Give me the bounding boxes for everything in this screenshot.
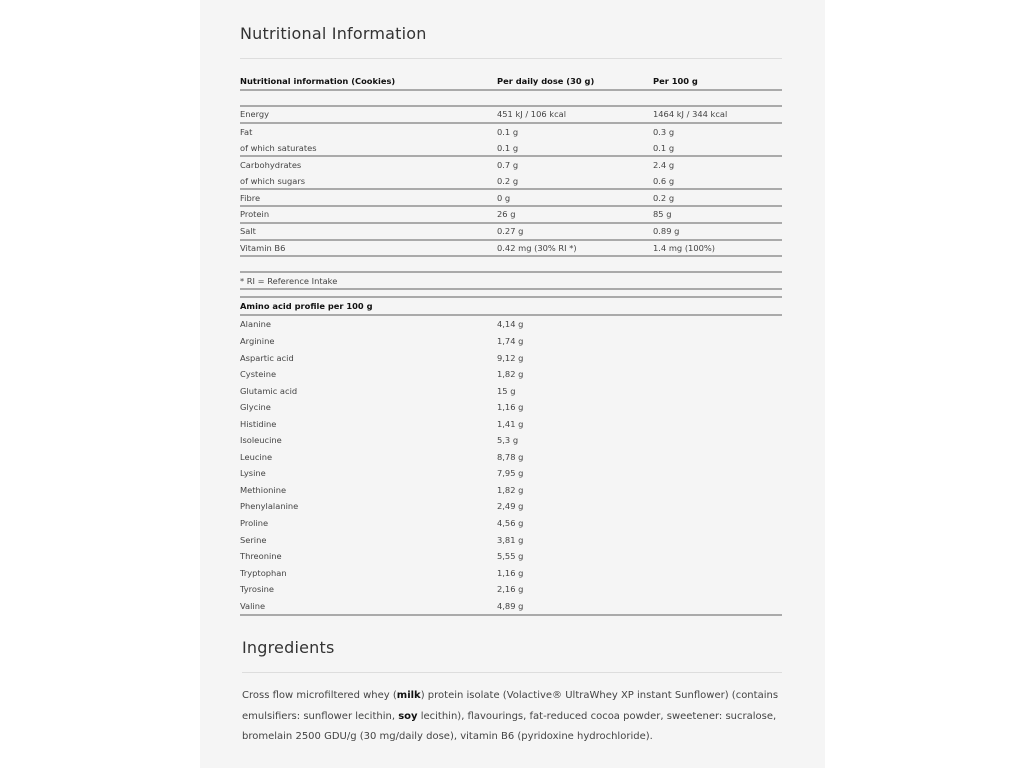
cell-value: 1,82 g xyxy=(497,369,524,380)
amino-row xyxy=(240,581,782,598)
table-row xyxy=(240,107,782,124)
cell-name: Fibre xyxy=(240,192,261,203)
cell-name: Phenylalanine xyxy=(240,501,299,512)
cell-value: 7,95 g xyxy=(497,468,524,479)
cell-value: 1,41 g xyxy=(497,418,524,429)
cell-dose: 0 g xyxy=(497,192,511,203)
amino-row xyxy=(240,349,782,366)
cell-name: Histidine xyxy=(240,418,277,429)
amino-row xyxy=(240,465,782,482)
divider xyxy=(242,672,782,673)
footnote-row xyxy=(240,273,782,290)
cell-name: of which sugars xyxy=(240,176,306,187)
table-row xyxy=(240,157,782,174)
amino-row xyxy=(240,316,782,333)
cell-per100: 0.6 g xyxy=(653,176,675,187)
amino-row xyxy=(240,449,782,466)
amino-row xyxy=(240,515,782,532)
cell-name: Energy xyxy=(240,109,270,120)
cell-value: 4,89 g xyxy=(497,600,524,611)
cell-name: of which saturates xyxy=(240,142,317,153)
cell-per100: 1464 kJ / 344 kcal xyxy=(653,109,728,120)
cell-dose: 0.1 g xyxy=(497,142,519,153)
cell-value: 2,16 g xyxy=(497,584,524,595)
amino-table xyxy=(240,316,782,616)
amino-row xyxy=(240,498,782,515)
table-header xyxy=(240,72,782,91)
table-row xyxy=(240,224,782,241)
cell-dose: 0.2 g xyxy=(497,176,519,187)
ingredients-title: Ingredients xyxy=(242,638,335,657)
table-row xyxy=(240,207,782,224)
ingredients-part: ) protein isolate (Volactive® UltraWhey XP instant Sunflower) (contains emulsifiers: sunflower lecithin, xyxy=(242,690,779,722)
cell-value: 4,56 g xyxy=(497,518,524,529)
cell-value: 9,12 g xyxy=(497,352,524,363)
ingredients-part: lecithin), flavourings, fat-reduced cocoa powder, sweetener: sucralose, bromelain 2500 GDU/g (30 mg/daily dose), vitamin B6 (pyridoxine hydrochloride). xyxy=(242,710,777,742)
cell-per100: 0.89 g xyxy=(653,226,680,237)
cell-name: Tryptophan xyxy=(240,567,287,578)
cell-name: Tyrosine xyxy=(240,584,274,595)
cell-value: 3,81 g xyxy=(497,534,524,545)
cell-value: 1,82 g xyxy=(497,484,524,495)
cell-per100: 1.4 mg (100%) xyxy=(653,242,716,253)
ingredients-part: Cross flow microfiltered whey ( xyxy=(242,690,397,701)
table-row xyxy=(240,140,782,157)
cell-dose: 0.1 g xyxy=(497,127,519,138)
table-row xyxy=(240,241,782,258)
amino-row xyxy=(240,415,782,432)
cell-name: Valine xyxy=(240,600,266,611)
divider xyxy=(240,58,782,59)
table-row xyxy=(240,174,782,191)
cell-name: Leucine xyxy=(240,451,273,462)
ingredients-text xyxy=(242,686,782,748)
cell-value: 1,16 g xyxy=(497,567,524,578)
cell-name: Protein xyxy=(240,209,270,220)
cell-value: 4,14 g xyxy=(497,319,524,330)
header-name: Nutritional information (Cookies) xyxy=(240,75,396,86)
cell-name: Carbohydrates xyxy=(240,160,302,171)
amino-row xyxy=(240,597,782,614)
cell-value: 15 g xyxy=(497,385,516,396)
cell-name: Alanine xyxy=(240,319,271,330)
cell-per100: 0.3 g xyxy=(653,127,675,138)
footnote: * RI = Reference Intake xyxy=(240,275,338,286)
cell-name: Glutamic acid xyxy=(240,385,298,396)
amino-row xyxy=(240,531,782,548)
cell-dose: 0.7 g xyxy=(497,160,519,171)
cell-per100: 85 g xyxy=(653,209,672,220)
table-row xyxy=(240,124,782,141)
cell-per100: 0.2 g xyxy=(653,192,675,203)
spacer-row xyxy=(240,91,782,107)
nutrition-table xyxy=(240,72,782,616)
cell-name: Proline xyxy=(240,518,269,529)
cell-dose: 26 g xyxy=(497,209,516,220)
cell-name: Glycine xyxy=(240,402,271,413)
spacer-row xyxy=(240,257,782,273)
cell-name: Arginine xyxy=(240,336,275,346)
cell-name: Vitamin B6 xyxy=(240,242,286,253)
cell-name: Cysteine xyxy=(240,369,277,380)
cell-value: 5,55 g xyxy=(497,551,524,562)
spacer-row xyxy=(240,290,782,298)
page-title: Nutritional Information xyxy=(240,24,427,43)
amino-row xyxy=(240,432,782,449)
cell-name: Methionine xyxy=(240,484,287,495)
amino-row xyxy=(240,564,782,581)
amino-row xyxy=(240,366,782,383)
cell-per100: 0.1 g xyxy=(653,142,675,153)
amino-header-row xyxy=(240,298,782,316)
cell-value: 8,78 g xyxy=(497,451,524,462)
cell-name: Threonine xyxy=(240,551,282,562)
amino-row xyxy=(240,399,782,416)
cell-name: Salt xyxy=(240,226,256,237)
cell-value: 2,49 g xyxy=(497,501,524,512)
cell-value: 1,16 g xyxy=(497,402,524,413)
cell-dose: 0.42 mg (30% RI *) xyxy=(497,242,577,253)
amino-row xyxy=(240,548,782,565)
amino-row xyxy=(240,382,782,399)
cell-per100: 2.4 g xyxy=(653,160,675,171)
cell-name: Lysine xyxy=(240,468,266,479)
cell-name: Serine xyxy=(240,534,267,545)
header-per100: Per 100 g xyxy=(653,75,698,86)
table-row xyxy=(240,190,782,207)
allergen-soy: soy xyxy=(398,710,418,722)
cell-dose: 0.27 g xyxy=(497,226,524,237)
amino-row xyxy=(240,482,782,499)
cell-value: 5,3 g xyxy=(497,435,519,446)
header-dose: Per daily dose (30 g) xyxy=(497,75,595,86)
cell-name: Isoleucine xyxy=(240,435,282,446)
amino-header: Amino acid profile per 100 g xyxy=(240,301,373,312)
allergen-milk: milk xyxy=(396,690,421,701)
cell-name: Fat xyxy=(240,127,253,138)
cell-name: Aspartic acid xyxy=(240,352,294,363)
cell-value: 1,74 g xyxy=(497,336,524,346)
amino-row xyxy=(240,333,782,350)
cell-dose: 451 kJ / 106 kcal xyxy=(497,109,567,120)
